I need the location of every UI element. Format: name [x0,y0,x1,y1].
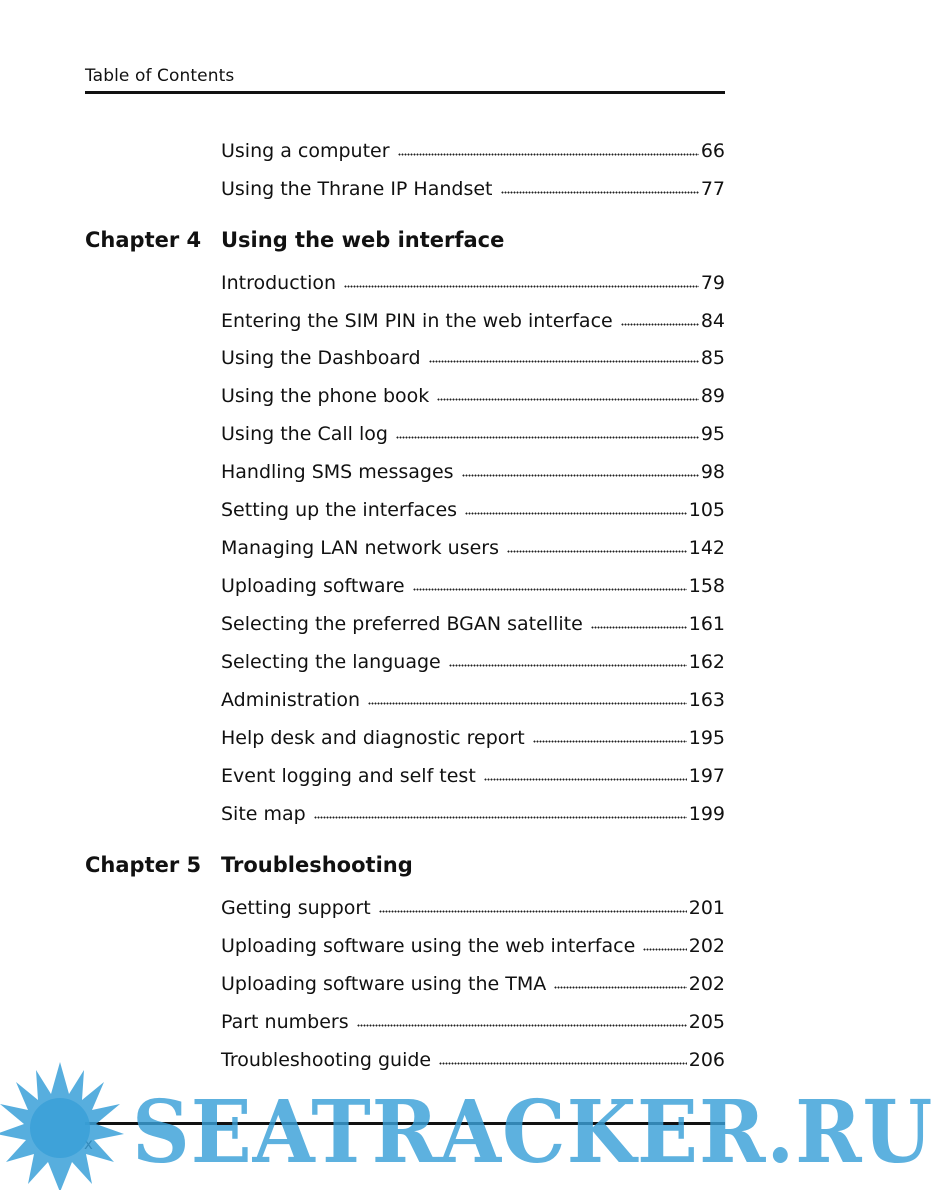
toc-entry-title: Administration [221,689,361,711]
toc-entry-title: Managing LAN network users [221,537,500,559]
toc-entry-title: Uploading software using the TMA [221,973,547,995]
dot-leader [379,909,687,913]
dot-leader [437,397,699,401]
dot-leader [501,190,699,194]
toc-entry-page: 195 [688,727,725,749]
toc-entry-title: Selecting the language [221,651,441,673]
dot-leader [484,777,687,781]
toc-entry[interactable] [221,799,725,825]
toc-entry-page: 206 [688,1049,725,1071]
toc-entry[interactable] [221,893,725,919]
toc-entry[interactable] [221,1007,725,1033]
running-header: Table of Contents [85,66,235,86]
toc-entry-title: Introduction [221,272,337,294]
toc-entry-page: 77 [700,178,725,200]
toc-entry-page: 84 [700,310,725,332]
toc-entry-title: Entering the SIM PIN in the web interface [221,310,613,332]
toc-entry[interactable] [221,343,725,369]
toc-entry[interactable] [221,457,725,483]
toc-entry-page: 197 [688,765,725,787]
chapter-title[interactable]: Using the web interface [221,228,505,252]
dot-leader [643,947,686,951]
toc-entry-title: Getting support [221,897,371,919]
toc-entry[interactable] [221,571,725,597]
dot-leader [621,322,699,326]
toc-entry-page: 163 [688,689,725,711]
toc-entry-title: Site map [221,803,306,825]
toc-entry-page: 162 [688,651,725,673]
toc-entry-title: Using the phone book [221,385,430,407]
toc-entry-page: 199 [688,803,725,825]
toc-entry-title: Help desk and diagnostic report [221,727,525,749]
toc-entry[interactable] [221,306,725,332]
toc-entry[interactable] [221,268,725,294]
toc-entry-page: 161 [688,613,725,635]
chapter-title[interactable]: Troubleshooting [221,853,413,877]
dot-leader [462,473,699,477]
toc-entry-page: 202 [688,973,725,995]
header-rule [85,91,725,94]
toc-entry[interactable] [221,174,725,200]
toc-entry-page: 66 [700,140,725,162]
toc-entry-title: Uploading software using the web interface [221,935,636,957]
toc-entry[interactable] [221,136,725,162]
dot-leader [591,625,687,629]
dot-leader [396,435,699,439]
toc-entry[interactable] [221,969,725,995]
toc-entry[interactable] [221,723,725,749]
toc-entry-title: Event logging and self test [221,765,476,787]
toc-entry-page: 79 [700,272,725,294]
toc-entry-title: Using a computer [221,140,390,162]
toc-entry-title: Selecting the preferred BGAN satellite [221,613,583,635]
toc-entry-title: Setting up the interfaces [221,499,458,521]
toc-entry[interactable] [221,931,725,957]
dot-leader [554,985,687,989]
toc-entry-title: Troubleshooting guide [221,1049,432,1071]
chapter-label: Chapter 4 [85,228,202,252]
toc-entry[interactable] [221,381,725,407]
toc-entry-page: 105 [688,499,725,521]
toc-entry-page: 89 [700,385,725,407]
toc-entry[interactable] [221,609,725,635]
dot-leader [533,739,687,743]
dot-leader [449,663,687,667]
toc-entry-title: Part numbers [221,1011,349,1033]
toc-entry-page: 158 [688,575,725,597]
dot-leader [314,815,687,819]
toc-entry-page: 205 [688,1011,725,1033]
toc-entry-title: Handling SMS messages [221,461,454,483]
dot-leader [368,701,687,705]
sun-burst-icon [0,1062,124,1190]
toc-entry-page: 85 [700,347,725,369]
toc-entry-title: Using the Dashboard [221,347,421,369]
toc-entry-page: 95 [700,423,725,445]
toc-entry[interactable] [221,495,725,521]
toc-entry-title: Using the Call log [221,423,388,445]
toc-entry[interactable] [221,647,725,673]
toc-entry[interactable] [221,761,725,787]
toc-entry-page: 142 [688,537,725,559]
watermark-text: SEATRACKER.RU [132,1082,933,1183]
toc-entry[interactable] [221,685,725,711]
dot-leader [357,1023,687,1027]
toc-entry-page: 98 [700,461,725,483]
toc-entry[interactable] [221,533,725,559]
dot-leader [507,549,687,553]
toc-entry-title: Uploading software [221,575,405,597]
toc-entry-title: Using the Thrane IP Handset [221,178,493,200]
dot-leader [465,511,687,515]
toc-entry-page: 202 [688,935,725,957]
dot-leader [398,152,699,156]
dot-leader [344,284,699,288]
dot-leader [413,587,687,591]
toc-entry-page: 201 [688,897,725,919]
chapter-label: Chapter 5 [85,853,202,877]
toc-entry[interactable] [221,419,725,445]
dot-leader [429,359,699,363]
